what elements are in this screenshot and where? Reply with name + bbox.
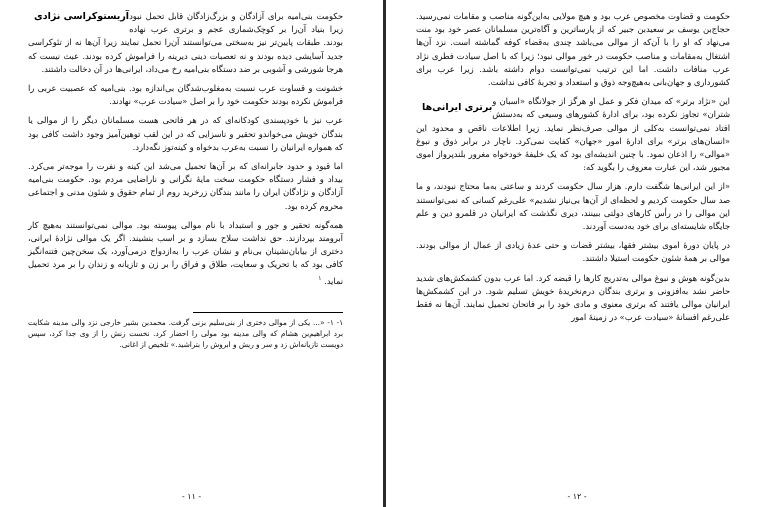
footnote-marker: ۱ xyxy=(318,274,322,282)
paragraph xyxy=(28,219,343,288)
section-heading-iranian-superiority: برتری ایرانی‌ها xyxy=(422,102,493,114)
paragraph: عرب نیز با خودپسندی کودکانه‌ای که در هر فاتحی هست مسلمانان دیگر را از موالی یا بندگان خویش می‌خواندو تحقیر و ناسزایی که در این لقب توهین‌آمیز وجود داشت کافی بود که همواره ایرانیان را نسبت به‌عرب بدخواه و کینه‌توز نگه‌دارد. xyxy=(28,115,343,152)
page-number: - ۱۲ - xyxy=(567,492,587,501)
footnote-divider xyxy=(193,312,343,313)
paragraph: حکومت بنی‌امیه برای آزادگان و بزرگ‌زادگان قابل تحمل نبود زیرا بنیاد آن‌را بر کوچک‌شماری عجم و برتری عرب نهاده بودند. طبقات پایین‌تر نیز به‌سختی می‌توانستند آن‌را تحمل نمایند زیرا آن‌ها نه از تئوکراسی جدید آسایشی دیده بودند و نه تعصبات دینی دیرینه را فراموش کرده بودند. عبث نیست که هرجا شورشی و آشوبی بر ضد دستگاه بنی‌امیه رخ می‌داد، ایرانی‌ها در آن دخالت داشتند. xyxy=(28,11,343,74)
page-number: - ۱۱ - xyxy=(181,492,202,501)
right-page xyxy=(386,0,768,507)
paragraph: بدین‌گونه هوش و نبوغ موالی به‌تدریج کارها را قبضه کرد. اما عرب بدون کشمکش‌های شدید حاضر نشد به‌افزونی و برتری بندگان درم‌نخریدهٔ خویش تسلیم شود. در این کشمکش‌ها ایرانیان موالی یافتند که برتری معنوی و مادی خود را بر فاتحان تحمیل نمایند. آن‌ها نه فقط علی‌رغم افسانهٔ «سیادت عرب» در زمینهٔ امور xyxy=(416,272,730,323)
paragraph: خشونت و قساوت عرب نسبت به‌مغلوب‌شدگان بی‌اندازه بود. بنی‌امیه که عصبیت عربی را فراموش نکرده بودند حکومت خود را بر اصل «سیادت عرب» نهادند. xyxy=(28,83,343,107)
footnote xyxy=(28,317,343,350)
paragraph: حکومت و قضاوت مخصوص عرب بود و هیچ مولایی به‌این‌گونه مناصب و مقامات نمی‌رسید. حجاج‌بن یوسف بر سعیدبن جبیر که از پارساترین و آگاه‌ترین مسلمانان عصر خود بود منت می‌نهاد که او را با آن‌که از موالی می‌باشد چندی به‌قضاء کوفه گماشته است. نزد آن‌ها اشتغال به‌مقامات و مناصب حکومت در خور موالی نبود؛ زیرا که با اصل سیادت فطری نژاد عرب منافات داشت. اما این ترتیب نمی‌توانست دوام داشته باشد. زیرا عرب برای کشورداری و جهان‌بانی به‌هیچ‌وجه ذوق و استعداد و تجربهٔ کافی نداشت. xyxy=(416,11,730,88)
paragraph-text: همه‌گونه تحقیر و جور و استبداد با نام موالی پیوسته بود. موالی نمی‌توانستند به‌هیچ کار آبرومند بپردازند. حق نداشت سلاح بسازد و بر اسب بنشیند. اگر یک موالی نژادهٔ ایرانی، دختری از بیابان‌نشینان بی‌نام و نشان عرب را به‌ازدواج درمی‌آورد، یک سخن‌چین فتنه‌انگیز کافی بود که با تحریک و سعایت، طلاق و فراق را بر زن و تازیانه و زندان را بر مرد تحمیل نماید. xyxy=(28,219,343,286)
paragraph: اما قیود و حدود جابرانه‌ای که بر آن‌ها تحمیل می‌شد این کینه و نفرت را موجه‌تر می‌کرد. بیداد و فشار دستگاه حکومت سخت مایهٔ نگرانی و ناراضایی مردم بود. حکومت بنی‌امیه آزادگان و نژادگان ایران را مانند بندگان زرخرید روم از تمام حقوق و شئون مدنی و اجتماعی محروم کرده بود. xyxy=(28,161,343,211)
left-page xyxy=(0,0,383,507)
footnote-text: ۱- ۱- «... یکی از موالی دختری از بنی‌سلیم بزنی گرفت. محمدبن بشیر خارجی نزد والی مدینه شکایت برد ابراهیم‌بن هشام که والی مدینه بود مولی را احضار کرد. نخست زنش را از وی جدا کرد، سپس دویست تازیانه‌اش زد و سر و ریش و ابروش را بتراشید.» تلخیص از اغانی. xyxy=(28,317,343,349)
section-heading-racial-aristocracy: آریستوکراسی نژادی xyxy=(34,11,130,22)
paragraph: در پایان دورهٔ اموی بیشتر فقها، بیشتر قضات و حتی عدهٔ زیادی از عمال از موالی بودند. موالی بر همهٔ شئون حکومت استیلا داشتند. xyxy=(416,240,730,264)
paragraph: این «نژاد برتر» که میدان فکر و عمل او هرگز از جولانگاه «اسبان و شتران» تجاوز نکرده بود، برای ادارهٔ کشورهای وسیعی که به‌دستش افتاد نمی‌توانست به‌کلی از موالی صرف‌نظر نماید. زیرا اطلاعات ناقص و محدود این «انسان‌های برتر» برای ادارهٔ امور «جهان» کفایت نمی‌کرد. ناچار در برابر ذوق و نبوغ «موالی» را اذعان نمود. با چنین اندیشه‌ای بود که یک خلیفهٔ خودخواه مغرور بلندپرواز اموی مجبور شد، این عبارت معروف را بگوید که: xyxy=(416,96,730,173)
quoted-paragraph: «از این ایرانی‌ها شگفت دارم. هزار سال حکومت کردند و ساعتی به‌ما محتاج نبودند، و ما صد سال حکومت کردیم و لحظه‌ای از آن‌ها بی‌نیاز نشدیم» علی‌رغم کسانی که نمی‌توانستند این موالی را در رأس کارهای دولتی ببینند، دیری نگذشت که ایرانیان در قلمرو دین و علم جایگاه شایسته‌ای برای خود به‌دست آوردند. xyxy=(416,181,730,232)
